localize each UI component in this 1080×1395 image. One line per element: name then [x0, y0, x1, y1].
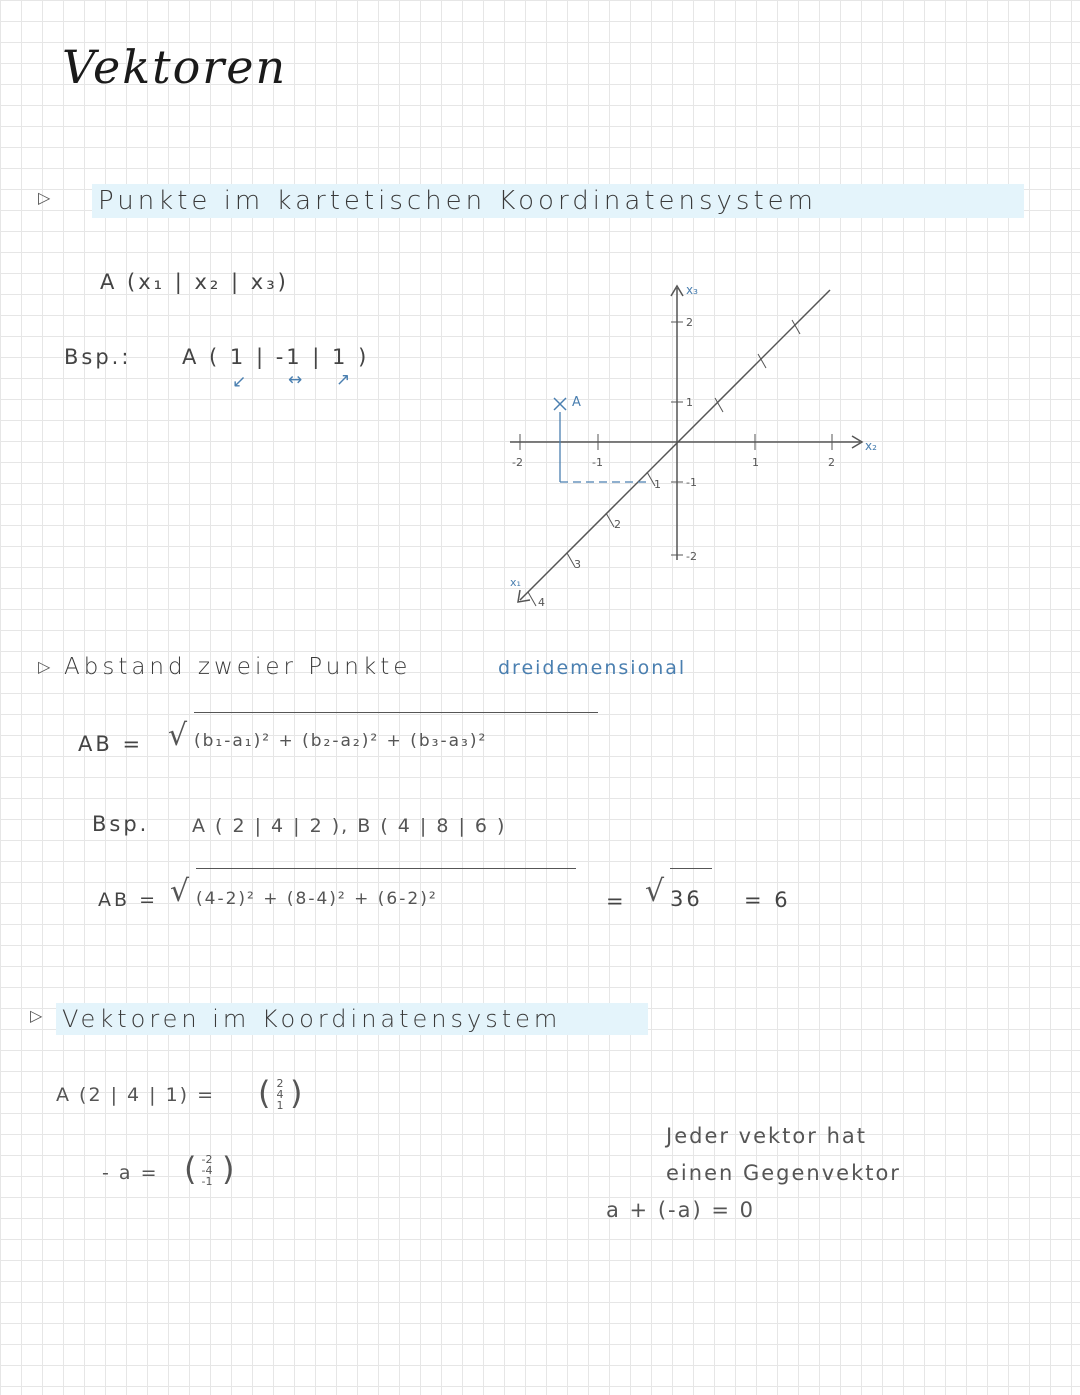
page-title: Vektoren — [62, 40, 288, 94]
svg-text:4: 4 — [538, 596, 545, 609]
calc-sqrt36: 36 — [670, 868, 712, 911]
x1-label: x₁ — [510, 576, 521, 589]
svg-text:2: 2 — [686, 316, 693, 329]
svg-text:1: 1 — [686, 396, 693, 409]
svg-text:3: 3 — [574, 558, 581, 571]
section1-heading: Punkte im kartetischen Koordinatensystem — [92, 184, 1024, 218]
svg-text:1: 1 — [752, 456, 759, 469]
note-line-2: einen Gegenvektor — [666, 1161, 901, 1185]
note-line-3: a + (-a) = 0 — [606, 1198, 755, 1222]
vector-neg: -2 -4 -1 — [201, 1153, 213, 1188]
calc-root: (4-2)² + (8-4)² + (6-2)² — [196, 868, 576, 909]
section2-heading: Abstand zweier Punkte — [64, 654, 412, 680]
section1-marker: ▷ — [38, 188, 51, 207]
arrow-x1: ↙ — [232, 372, 249, 392]
svg-text:2: 2 — [614, 518, 621, 531]
section2-marker: ▷ — [38, 657, 51, 676]
vector-a-paren-right: ) — [290, 1074, 303, 1112]
svg-text:-1: -1 — [592, 456, 603, 469]
vector-neg-paren-left: ( — [184, 1150, 197, 1188]
svg-text:-2: -2 — [686, 550, 697, 563]
distance-formula-root: (b₁-a₁)² + (b₂-a₂)² + (b₃-a₃)² — [194, 712, 598, 751]
point-a-label: A — [572, 395, 581, 410]
sqrt-icon: √ — [170, 874, 190, 909]
example-points-2: A ( 2 | 4 | 2 ), B ( 4 | 8 | 6 ) — [192, 815, 507, 837]
example-label-1: Bsp.: — [64, 345, 132, 369]
svg-text:2: 2 — [828, 456, 835, 469]
svg-text:1: 1 — [654, 478, 661, 491]
x3-label: x₃ — [686, 283, 698, 297]
vector-a-paren-left: ( — [258, 1074, 271, 1112]
calc-lhs: AB = — [98, 889, 158, 911]
coordinate-graph — [490, 270, 910, 620]
svg-text:-1: -1 — [686, 476, 697, 489]
vector-a: 2 4 1 — [276, 1077, 284, 1112]
note-line-1: Jeder vektor hat — [666, 1124, 867, 1148]
vector-neg-paren-right: ) — [222, 1150, 235, 1188]
calc-result: = 6 — [744, 888, 791, 912]
general-point: A (x₁ | x₂ | x₃) — [100, 270, 289, 294]
point-vector-eq: A (2 | 4 | 1) = — [56, 1084, 216, 1106]
distance-formula-lhs: AB = — [78, 732, 144, 756]
arrow-x2: ↔ — [288, 370, 305, 390]
calc-equals: = — [606, 889, 627, 913]
section2-note: dreidemensional — [498, 657, 687, 679]
example-label-2: Bsp. — [92, 812, 150, 836]
svg-text:-2: -2 — [512, 456, 523, 469]
sqrt-icon: √ — [645, 874, 665, 909]
arrow-x3: ↗ — [336, 370, 353, 390]
x2-label: x₂ — [865, 439, 877, 453]
example-point-1: A ( 1 | -1 | 1 ) — [182, 345, 370, 369]
sqrt-icon: √ — [168, 718, 188, 753]
section3-heading: Vektoren im Koordinatensystem — [56, 1003, 648, 1035]
section3-marker: ▷ — [30, 1006, 43, 1025]
neg-vector-label: - a = — [102, 1162, 159, 1184]
x1-axis — [520, 290, 830, 600]
